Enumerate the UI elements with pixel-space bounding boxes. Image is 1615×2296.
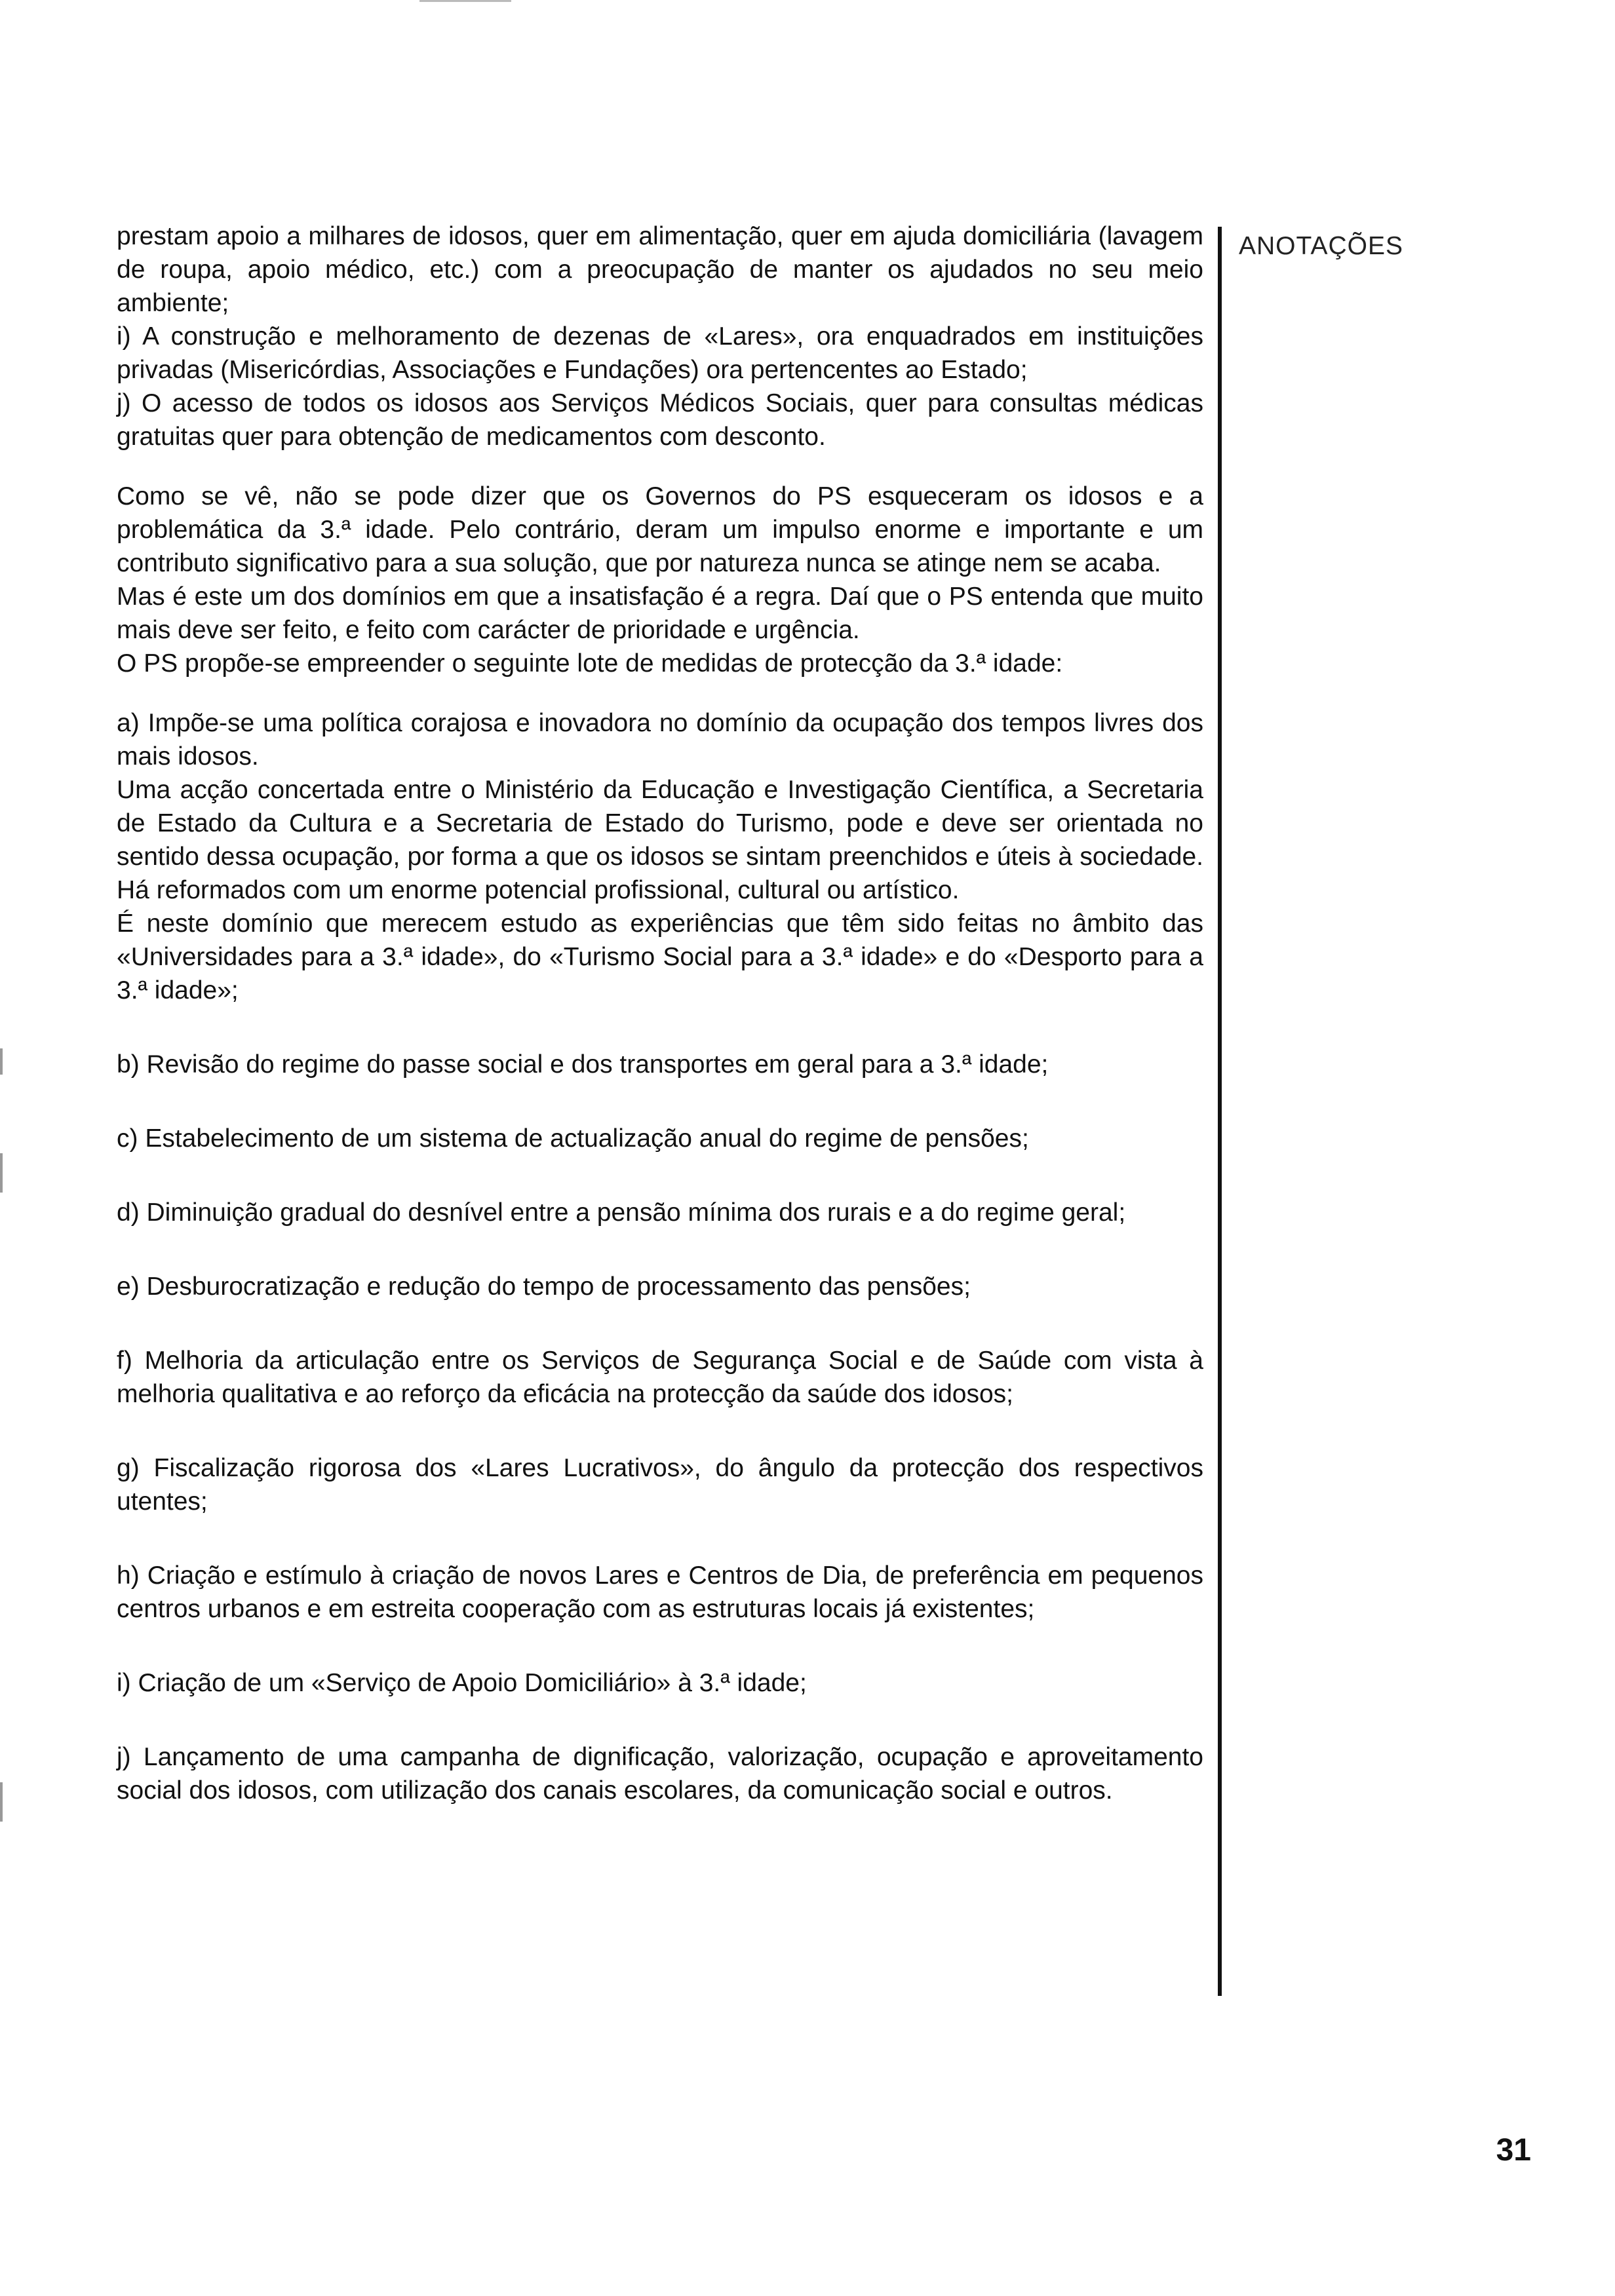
paragraph: O PS propõe-se empreender o seguinte lote de medidas de protecção da 3.ª idade: xyxy=(117,649,1063,678)
measure-e: e) Desburocratização e redução do tempo de processamento das pensões; xyxy=(117,1272,971,1301)
measure-h: h) Criação e estímulo à criação de novos Lares e Centros de Dia, de preferência em pequenos centros urbanos e em estreita cooperação com as estruturas locais já existentes; xyxy=(117,1561,1203,1623)
paragraph: Mas é este um dos domínios em que a insatisfação é a regra. Daí que o PS entenda que muito mais deve ser feito, e feito com carácter de prioridade e urgência. xyxy=(117,583,1203,644)
scan-edge-mark xyxy=(0,1782,3,1822)
main-text-column xyxy=(117,220,1203,1807)
scan-edge-mark xyxy=(0,1048,3,1075)
list-item-i: i) A construção e melhoramento de dezenas de «Lares», ora enquadrados em instituições privadas (Misericórdias, Associações e Fundações) ora pertencentes ao Estado; xyxy=(117,322,1203,384)
measure-c: c) Estabelecimento de um sistema de actualização anual do regime de pensões; xyxy=(117,1124,1029,1153)
measure-b: b) Revisão do regime do passe social e dos transportes em geral para a 3.ª idade; xyxy=(117,1050,1049,1079)
annotations-heading: ANOTAÇÕES xyxy=(1239,232,1403,260)
measure-j: j) Lançamento de uma campanha de dignificação, valorização, ocupação e aproveitamento social dos idosos, com utilização dos canais escolares, da comunicação social e outros. xyxy=(117,1743,1203,1805)
measure-a: a) Impõe-se uma política corajosa e inovadora no domínio da ocupação dos tempos livres dos mais idosos. xyxy=(117,709,1203,771)
scan-top-mark xyxy=(419,0,511,2)
paragraph-continuation: prestam apoio a milhares de idosos, quer em alimentação, quer em ajuda domiciliária (lavagem de roupa, apoio médico, etc.) com a preocupação de manter os ajudados no seu meio ambiente; xyxy=(117,222,1203,317)
measure-g: g) Fiscalização rigorosa dos «Lares Lucrativos», do ângulo da protecção dos respectivos utentes; xyxy=(117,1454,1203,1516)
list-item-j: j) O acesso de todos os idosos aos Serviços Médicos Sociais, quer para consultas médicas gratuitas quer para obtenção de medicamentos com desconto. xyxy=(117,389,1203,451)
measure-d: d) Diminuição gradual do desnível entre a pensão mínima dos rurais e a do regime geral; xyxy=(117,1198,1126,1227)
measure-i: i) Criação de um «Serviço de Apoio Domiciliário» à 3.ª idade; xyxy=(117,1669,807,1697)
measure-f: f) Melhoria da articulação entre os Serviços de Segurança Social e de Saúde com vista à melhoria qualitativa e ao reforço da eficácia na protecção da saúde dos idosos; xyxy=(117,1347,1203,1408)
paragraph: Uma acção concertada entre o Ministério da Educação e Investigação Científica, a Secretaria de Estado da Cultura e a Secretaria de Estado do Turismo, pode e deve ser orientada no sentido dessa ocupação, por forma a que os idosos se sintam preenchidos e úteis à sociedade. Há reformados com um enorme potencial profissional, cultural ou artístico. xyxy=(117,776,1203,904)
paragraph: É neste domínio que merecem estudo as experiências que têm sido feitas no âmbito das «Universidades para a 3.ª idade», do «Turismo Social para a 3.ª idade» e do «Desporto para a 3.ª idade»; xyxy=(117,909,1203,1004)
scan-edge-mark xyxy=(0,1153,3,1193)
page-number: 31 xyxy=(1496,2133,1531,2168)
paragraph: Como se vê, não se pode dizer que os Governos do PS esqueceram os idosos e a problemática da 3.ª idade. Pelo contrário, deram um impulso enorme e importante e um contributo significativo para a sua solução, que por natureza nunca se atinge nem se acaba. xyxy=(117,482,1203,577)
margin-divider-rule xyxy=(1218,227,1222,1996)
